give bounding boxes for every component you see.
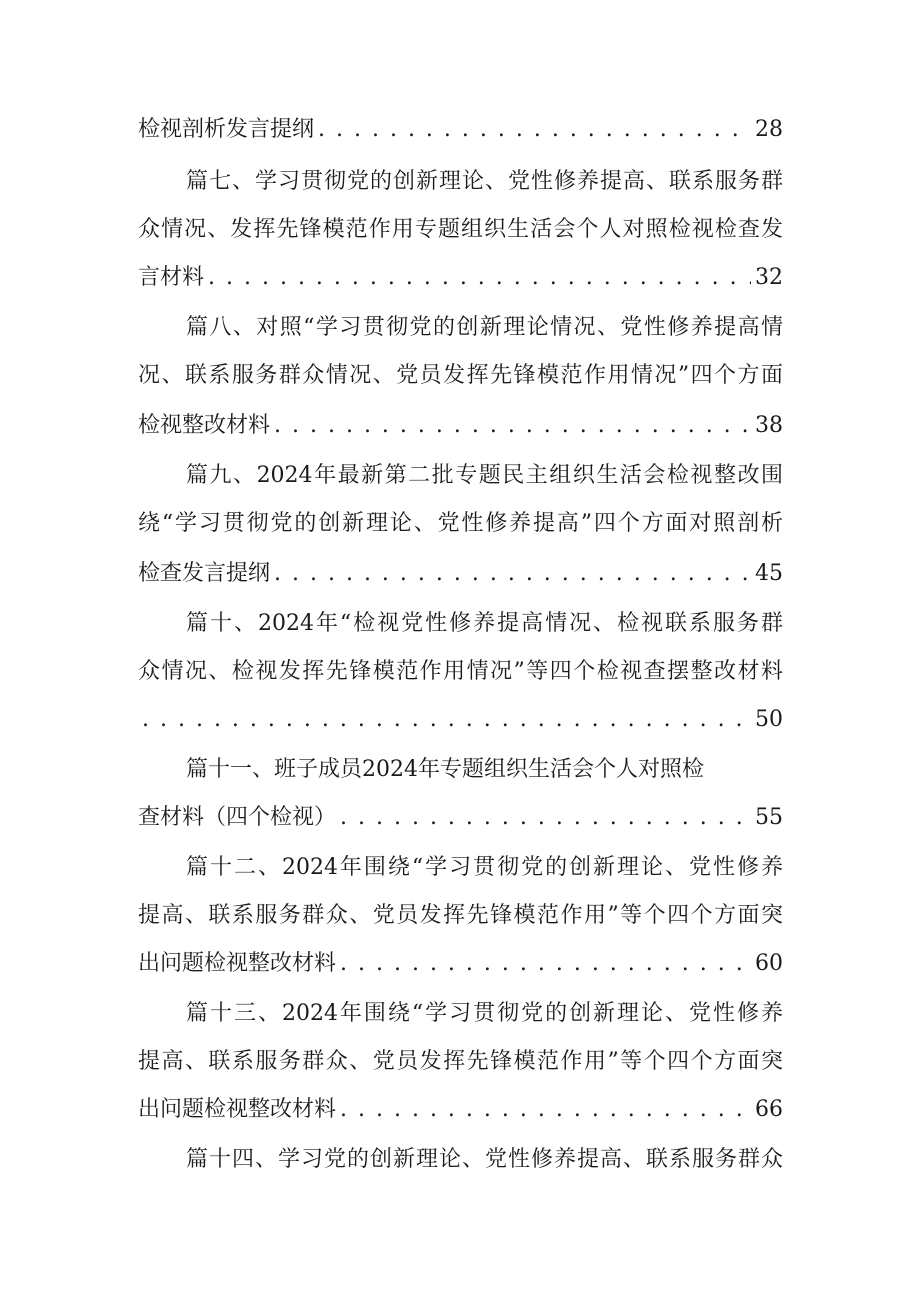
toc-entry (138, 800, 783, 836)
toc-entry (138, 408, 783, 444)
toc-page-number: 66 (755, 1097, 783, 1122)
dot-leader (340, 946, 751, 982)
toc-page-number: 55 (755, 805, 783, 830)
dot-leader (208, 260, 751, 296)
toc-entry-text: 检查发言提纲 (138, 561, 271, 586)
dot-leader (274, 556, 751, 592)
toc-entry-text: 检视整改材料 (138, 413, 271, 438)
toc-title-line: 篇八、对照“学习贯彻党的创新理论情况、党性修养提高情 (186, 315, 783, 340)
dot-leader (274, 408, 751, 444)
toc-title-line: 绕“学习贯彻党的创新理论、党性修养提高”四个方面对照剖析 (138, 511, 783, 536)
toc-title-line: 篇十一、班子成员2024年专题组织生活会个人对照检 (186, 757, 704, 782)
toc-title-line: 篇七、学习贯彻党的创新理论、党性修养提高、联系服务群 (186, 169, 783, 194)
dot-leader (142, 702, 751, 738)
toc-entry (138, 260, 783, 296)
toc-entry-text: 出问题检视整改材料 (138, 1097, 337, 1122)
toc-entry-text: 言材料 (138, 265, 205, 290)
toc-entry (138, 556, 783, 592)
toc-entry (138, 702, 783, 738)
toc-page-number: 60 (755, 951, 783, 976)
toc-title-line: 众情况、发挥先锋模范作用专题组织生活会个人对照检视检查发 (138, 217, 783, 242)
toc-title-line: 篇十二、2024年围绕“学习贯彻党的创新理论、党性修养 (186, 855, 783, 880)
toc-title-line: 篇十三、2024年围绕“学习贯彻党的创新理论、党性修养 (186, 1001, 783, 1026)
toc-title-line: 篇十、2024年“检视党性修养提高情况、检视联系服务群 (186, 611, 783, 636)
toc-title-line: 提高、联系服务群众、党员发挥先锋模范作用”等个四个方面突 (138, 1049, 783, 1074)
toc-page-number: 45 (755, 561, 783, 586)
toc-entry (138, 112, 783, 148)
toc-title-line: 提高、联系服务群众、党员发挥先锋模范作用”等个四个方面突 (138, 903, 783, 928)
toc-title-line: 篇十四、学习党的创新理论、党性修养提高、联系服务群众 (186, 1147, 783, 1172)
toc-page-number: 38 (755, 413, 783, 438)
dot-leader (340, 1092, 751, 1128)
toc-entry (138, 946, 783, 982)
toc-title-line: 众情况、检视发挥先锋模范作用情况”等四个检视查摆整改材料 (138, 659, 783, 684)
dot-leader (318, 112, 751, 148)
toc-title-line: 况、联系服务群众情况、党员发挥先锋模范作用情况”四个方面 (138, 363, 783, 388)
toc-title-line: 篇九、2024年最新第二批专题民主组织生活会检视整改围 (186, 463, 783, 488)
toc-page-number: 50 (755, 707, 783, 732)
toc-entry-text: 查材料（四个检视） (138, 805, 337, 830)
toc-page-number: 28 (755, 117, 783, 142)
toc-entry-text: 出问题检视整改材料 (138, 951, 337, 976)
toc-entry-text: 检视剖析发言提纲 (138, 117, 315, 142)
toc-entry (138, 1092, 783, 1128)
toc-page-number: 32 (755, 265, 783, 290)
dot-leader (340, 800, 751, 836)
